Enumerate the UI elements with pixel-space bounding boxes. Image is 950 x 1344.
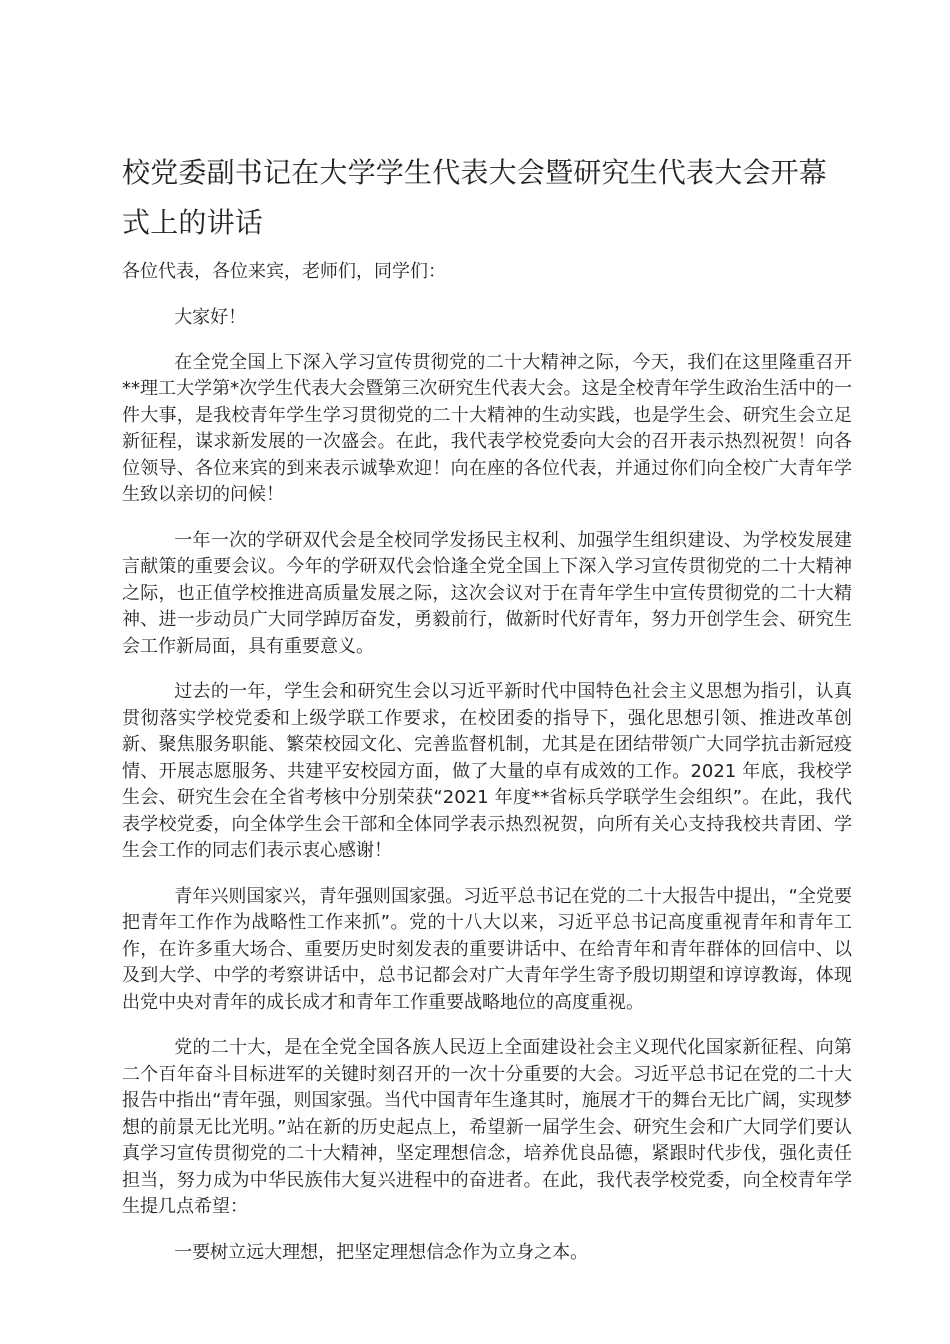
paragraph: 在全党全国上下深入学习宣传贯彻党的二十大精神之际，今天，我们在这里隆重召开**理工大学第*次学生代表大会暨第三次研究生代表大会。这是全校青年学生政治生活中的一件大事，是我校青年学生学习贯彻党的二十大精神的生动实践，也是学生会、研究生会立足新征程，谋求新发展的一次盛会。在此，我代表学校党委向大会的召开表示热烈祝贺！向各位领导、各位来宾的到来表示诚挚欢迎！向在座的各位代表，并通过你们向全校广大青年学生致以亲切的问候！ <box>122 351 852 505</box>
paragraph: 过去的一年，学生会和研究生会以习近平新时代中国特色社会主义思想为指引，认真贯彻落实学校党委和上级学联工作要求，在校团委的指导下，强化思想引领、推进改革创新、聚焦服务职能、繁荣校园文化、完善监督机制，尤其是在团结带领广大同学抗击新冠疫情、开展志愿服务、共建平安校园方面，做了大量的卓有成效的工作。2021 年底，我校学生会、研究生会在全省考核中分别荣获“2021 年度**省标兵学联学生会组织”。在此，我代表学校党委，向全体学生会干部和全体同学表示热烈祝贺，向所有关心支持我校共青团、学生会工作的同志们表示衷心感谢！ <box>122 681 852 861</box>
paragraph: 党的二十大，是在全党全国各族人民迈上全面建设社会主义现代化国家新征程、向第二个百年奋斗目标进军的关键时刻召开的一次十分重要的大会。习近平总书记在党的二十大报告中指出“青年强，则国家强。当代中国青年生逢其时，施展才干的舞台无比广阔，实现梦想的前景无比光明。”站在新的历史起点上，希望新一届学生会、研究生会和广大同学们要认真学习宣传贯彻党的二十大精神，坚定理想信念，培养优良品德，紧跟时代步伐，强化责任担当，努力成为中华民族伟大复兴进程中的奋进者。在此，我代表学校党委，向全校青年学生提几点希望： <box>122 1037 852 1217</box>
document-title: 校党委副书记在大学学生代表大会暨研究生代表大会开幕式上的讲话 <box>122 156 828 239</box>
paragraph: 青年兴则国家兴，青年强则国家强。习近平总书记在党的二十大报告中提出，“全党要把青年工作作为战略性工作来抓”。党的十八大以来，习近平总书记高度重视青年和青年工作，在许多重大场合、重要历史时刻发表的重要讲话中、在给青年和青年群体的回信中、以及到大学、中学的考察讲话中，总书记都会对广大青年学生寄予殷切期望和谆谆教诲，体现出党中央对青年的成长成才和青年工作重要战略地位的高度重视。 <box>122 885 852 1013</box>
salutation: 各位代表，各位来宾，老师们，同学们： <box>122 261 446 282</box>
document-body <box>122 148 852 1285</box>
paragraph-greeting: 大家好！ <box>174 307 247 328</box>
paragraph: 一年一次的学研双代会是全校同学发扬民主权利、加强学生组织建设、为学校发展建言献策的重要会议。今年的学研双代会恰逢全党全国上下深入学习宣传贯彻党的二十大精神之际，也正值学校推进高质量发展之际，这次会议对于在青年学生中宣传贯彻党的二十大精神、进一步动员广大同学踔厉奋发，勇毅前行，做新时代好青年，努力开创学生会、研究生会工作新局面，具有重要意义。 <box>122 529 852 657</box>
paragraph: 一要树立远大理想，把坚定理想信念作为立身之本。 <box>174 1241 589 1263</box>
